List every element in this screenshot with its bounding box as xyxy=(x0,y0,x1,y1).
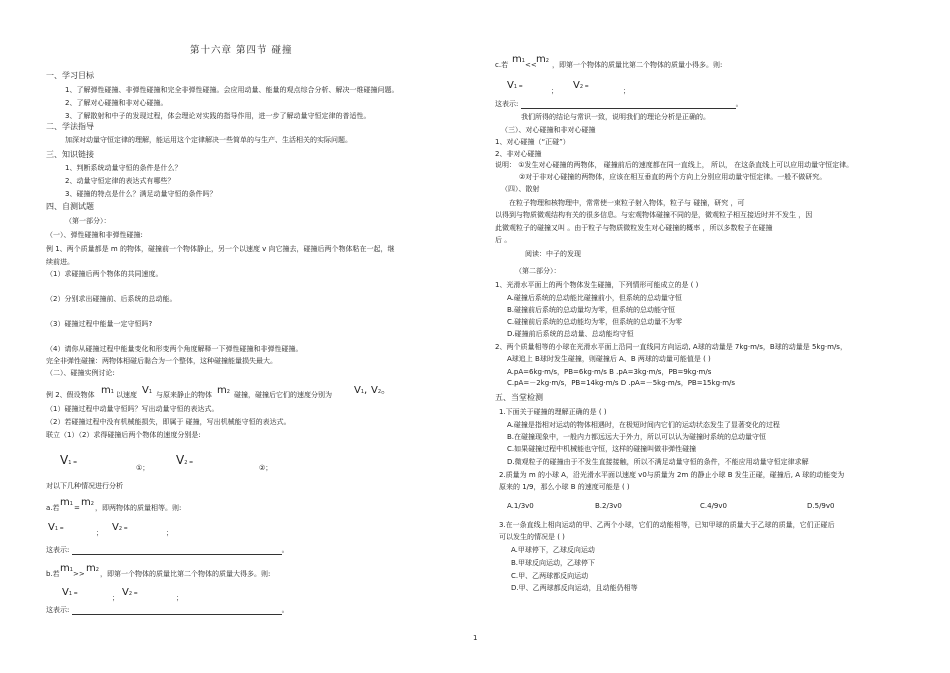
velocity-1-prime-symbol: V1, xyxy=(354,385,368,396)
test-2-option-c: C.4/9v0 xyxy=(700,502,727,510)
method-text: 加深对动量守恒定律的理解，能运用这个定律解决一些简单的与生产、生活相关的实际问题。 xyxy=(65,136,352,144)
test-3-option-d: D.甲、乙两球都反向运动，且动能仍相等 xyxy=(511,584,638,592)
example-2-rest-text: 与原来静止的物体 xyxy=(156,391,212,399)
section-goals-heading: 一、学习目标 xyxy=(46,71,94,80)
subsection-central-collision: （三）、对心碰撞和非对心碰撞 xyxy=(501,126,596,134)
problem-1-option-a: A.碰撞后系统的总动能比碰撞前小，但系统的总动量守恒 xyxy=(507,294,682,302)
test-1-option-d: D.微观粒子的碰撞由于不发生直接接触，所以不满足动量守恒的条件，不能应用动量守恒定律求解 xyxy=(507,458,809,466)
test-1-option-a: A.碰撞是指相对运动的物体相遇时，在极短时间内它们的运动状态发生了显著变化的过程 xyxy=(507,421,780,429)
subsection-examples: （二）、碰撞实例讨论: xyxy=(46,369,115,377)
v2-result-symbol: V2 = xyxy=(176,453,194,467)
case-a-meaning-label: 这表示: 。 xyxy=(46,546,289,554)
test-2-line-2: 原来的 1/9，那么小球 B 的速度可能是 ( ) xyxy=(499,483,630,491)
case-b-v2: V2 = xyxy=(122,587,138,598)
case-c-prefix: c.若 xyxy=(495,61,509,69)
link-question-1: 1、判断系统动量守恒的条件是什么？ xyxy=(65,164,182,172)
conclusion-text: 我们所得的结论与常识一致，说明我们的理论分析是正确的。 xyxy=(521,113,710,121)
mass-2-symbol: m2 xyxy=(217,385,230,396)
scattering-line-3: 此微观粒子的碰撞又叫 。由于粒子与物质微粒发生对心碰撞的概率 ，所以多数粒子在碰撞 xyxy=(495,224,773,232)
equation-mark-2: ②； xyxy=(259,464,273,472)
goal-1: 1、了解弹性碰撞、非弹性碰撞和完全非弹性碰撞。会应用动量、能量的观点综合分析、解决一维碰撞问题。 xyxy=(65,86,399,94)
case-c-meaning-label: 这表示: 。 xyxy=(495,100,743,108)
test-1: 1.下面关于碰撞的理解正确的是 ( ) xyxy=(499,408,607,416)
reading-note: 阅读：中子的发现 xyxy=(525,250,581,258)
section-check-heading: 五、当堂检测 xyxy=(495,393,543,402)
section-test-heading: 四、自测试题 xyxy=(46,202,94,211)
case-a-v2: V2 = xyxy=(112,522,128,533)
perfect-inelastic-note: 完全非弹性碰撞：两物体相碰后黏合为一个整体，这种碰撞能量损失最大。 xyxy=(46,357,277,365)
example-2-prefix: 例 2、假设物体 xyxy=(46,391,95,399)
test-1-option-b: B.在碰撞现象中，一般内力都远远大于外力，所以可以认为碰撞时系统的总动量守恒 xyxy=(507,433,767,441)
example-1-line-1: 例 1、两个质量都是 m 的物体，碰撞前一个物体静止，另一个以速度 v 向它撞去，碰撞后两个物体粘在一起，继 xyxy=(46,245,395,253)
case-a-m1: m1 xyxy=(60,497,73,508)
case-b-text: ，即第一个物体的质量比第二个物体的质量大得多。则: xyxy=(100,570,271,578)
equation-mark-1: ①； xyxy=(136,464,150,472)
example-2-q2: （2）若碰撞过程中没有机械能损失，即属于 碰撞，写出机械能守恒的表达式。 xyxy=(46,418,291,426)
page-title: 第十六章 第四节 碰撞 xyxy=(190,45,293,56)
mass-1-symbol: m1 xyxy=(101,385,114,396)
problem-1: 1、光滑水平面上的两个物体发生碰撞，下列情形可能成立的是 ( ) xyxy=(495,281,699,289)
case-a-sep-2: ； xyxy=(166,529,173,537)
example-1-line-2: 续前进。 xyxy=(46,258,74,266)
note-line-1: 说明： ①发生对心碰撞的两物体， 碰撞前后的速度都在同一直线上， 所以， 在这条直线上可以应用动量守恒定律。 xyxy=(495,161,854,169)
example-2-q1: （1）碰撞过程中动量守恒吗？写出动量守恒的表达式。 xyxy=(46,405,219,413)
case-b-m1: m1 xyxy=(60,563,73,574)
problem-1-option-c: C.碰撞前后系统的总动能均为零，但系统的总动量不为零 xyxy=(507,318,683,326)
scattering-line-2: 以得到与物质微观结构有关的很多信息。与宏观物体碰撞不同的是，微观粒子相互接近时并不发生 ，因 xyxy=(495,211,813,219)
case-b-meaning-label: 这表示: 。 xyxy=(46,606,289,614)
case-c-sep-1: ； xyxy=(551,87,558,95)
problem-1-option-b: B.碰撞前后系统的总动量均为零，但系统的总动能守恒 xyxy=(507,306,676,314)
test-2-option-a: A.1/3v0 xyxy=(507,502,534,510)
noncentral-collision-item: 2、非对心碰撞 xyxy=(495,150,542,158)
scattering-line-4: 后 。 xyxy=(495,236,512,244)
example-1-q4: （4）请你从碰撞过程中能量变化和形变两个角度解释一下弹性碰撞和非弹性碰撞。 xyxy=(46,345,303,353)
subsection-scattering: （四）、散射 xyxy=(501,185,540,193)
cases-intro: 对以下几种情况进行分析 xyxy=(46,482,123,490)
problem-2-options-ab: A.pA=6kg·m/s，PB=6kg·m/s B .pA=3kg·m/s，PB=9kg·m/s xyxy=(507,368,712,376)
case-c-v1: V1 = xyxy=(507,80,523,91)
test-3-option-b: B.甲球反向运动，乙球停下 xyxy=(511,559,596,567)
example-1-q3: （3）碰撞过程中能量一定守恒吗? xyxy=(46,320,153,328)
case-b-sep-2: ； xyxy=(176,594,183,602)
test-3-option-a: A.甲球停下，乙球反向运动 xyxy=(511,546,595,554)
link-question-2: 2、动量守恒定律的表达式有哪些？ xyxy=(65,177,175,185)
case-b-v1: V1 = xyxy=(62,587,78,598)
case-a-text: ，即两物体的质量相等。则: xyxy=(95,504,182,512)
velocity-1-symbol: V1 xyxy=(142,385,153,396)
test-3-option-c: C.甲、乙两球都反向运动 xyxy=(511,572,589,580)
test-2-option-b: B.2/3v0 xyxy=(595,502,622,510)
case-a-relation: = xyxy=(74,504,80,512)
goal-2: 2、了解对心碰撞和非对心碰撞。 xyxy=(65,99,168,107)
section-links-heading: 三、知识链接 xyxy=(46,150,94,159)
case-b-sep-1: ； xyxy=(112,594,119,602)
case-c-relation: << xyxy=(525,61,537,69)
scattering-line-1: 在粒子物理和核物理中，常常使一束粒子射入物体，粒子与 碰撞，研究 ，可 xyxy=(509,199,745,207)
page-number: 1 xyxy=(473,634,478,642)
case-c-m2: m2 xyxy=(536,54,549,65)
case-b-prefix: b.若 xyxy=(46,570,60,578)
problem-1-option-d: D.碰撞前后系统的总动量、总动能均守恒 xyxy=(507,330,634,338)
subsection-elastic: （一）、弹性碰撞和非弹性碰撞: xyxy=(46,231,143,239)
example-2-q3: 联立（1）（2）求得碰撞后两个物体的速度分别是: xyxy=(46,431,201,439)
example-2-after-text: 碰撞，碰撞后它们的速度分别为 xyxy=(234,391,332,399)
problem-2-options-cd: C.pA=－2kg·m/s，PB=14kg·m/s D .pA=－5kg·m/s，PB=15kg·m/s xyxy=(507,379,736,387)
case-c-text: ，即第一个物体的质量比第二个物体的质量小得多。则: xyxy=(552,61,723,69)
test-2-option-d: D.5/9v0 xyxy=(807,502,835,510)
case-a-m2: m2 xyxy=(81,497,94,508)
example-2-velocity-text: 以速度 xyxy=(116,391,137,399)
goal-3: 3、了解散射和中子的发现过程，体会理论对实践的指导作用，进一步了解动量守恒定律的普适性。 xyxy=(65,112,371,120)
case-c-v2: V2 = xyxy=(573,80,589,91)
test-2-line-1: 2.质量为 m 的小球 A，沿光滑水平面以速度 v0与质量为 2m 的静止小球 B 发生正碰，碰撞后, A 球的动能变为 xyxy=(499,471,845,479)
note-line-2: ②对于非对心碰撞的两物体，应该在相互垂直的两个方向上分别应用动量守恒定律。一般不做研究。 xyxy=(519,173,827,181)
case-c-m1: m1 xyxy=(512,54,525,65)
section-method-heading: 二、学法指导 xyxy=(46,122,94,131)
central-collision-item: 1、对心碰撞（“正碰”） xyxy=(495,138,570,146)
case-a-sep-1: ； xyxy=(96,529,103,537)
case-b-relation: >> xyxy=(73,570,85,578)
link-question-3: 3、碰撞的特点是什么？满足动量守恒的条件吗？ xyxy=(65,190,217,198)
case-a-prefix: a.若 xyxy=(46,504,60,512)
part-one-label: （第一部分）： xyxy=(65,217,111,225)
example-1-q2: （2）分别求出碰撞前、后系统的总动能。 xyxy=(46,295,177,303)
case-a-v1: V1 = xyxy=(48,522,64,533)
problem-2-line-2: A球追上 B球时发生碰撞，则碰撞后 A、B 两球的动量可能值是 ( ) xyxy=(507,355,711,363)
v1-result-symbol: V1 = xyxy=(60,453,78,467)
problem-2-line-1: 2、两个质量相等的小球在光滑水平面上沿同一直线同方向运动, A球的动量是 7kg·m/s，B球的动量是 5kg·m/s， xyxy=(495,343,847,351)
velocity-2-prime-symbol: V2。 xyxy=(371,385,392,396)
test-3-line-1: 3.在一条直线上相向运动的甲、乙两个小球，它们的动能相等，已知甲球的质量大于乙球的质量，它们正碰后 xyxy=(499,521,835,529)
test-3-line-2: 可以发生的情况是 ( ) xyxy=(499,533,565,541)
case-b-m2: m2 xyxy=(86,563,99,574)
example-1-q1: （1）求碰撞后两个物体的共同速度。 xyxy=(46,270,163,278)
test-1-option-c: C.如果碰撞过程中机械能也守恒，这样的碰撞叫做非弹性碰撞 xyxy=(507,445,697,453)
case-c-sep-2: ； xyxy=(623,87,630,95)
part-two-label: （第二部分）： xyxy=(515,267,561,275)
